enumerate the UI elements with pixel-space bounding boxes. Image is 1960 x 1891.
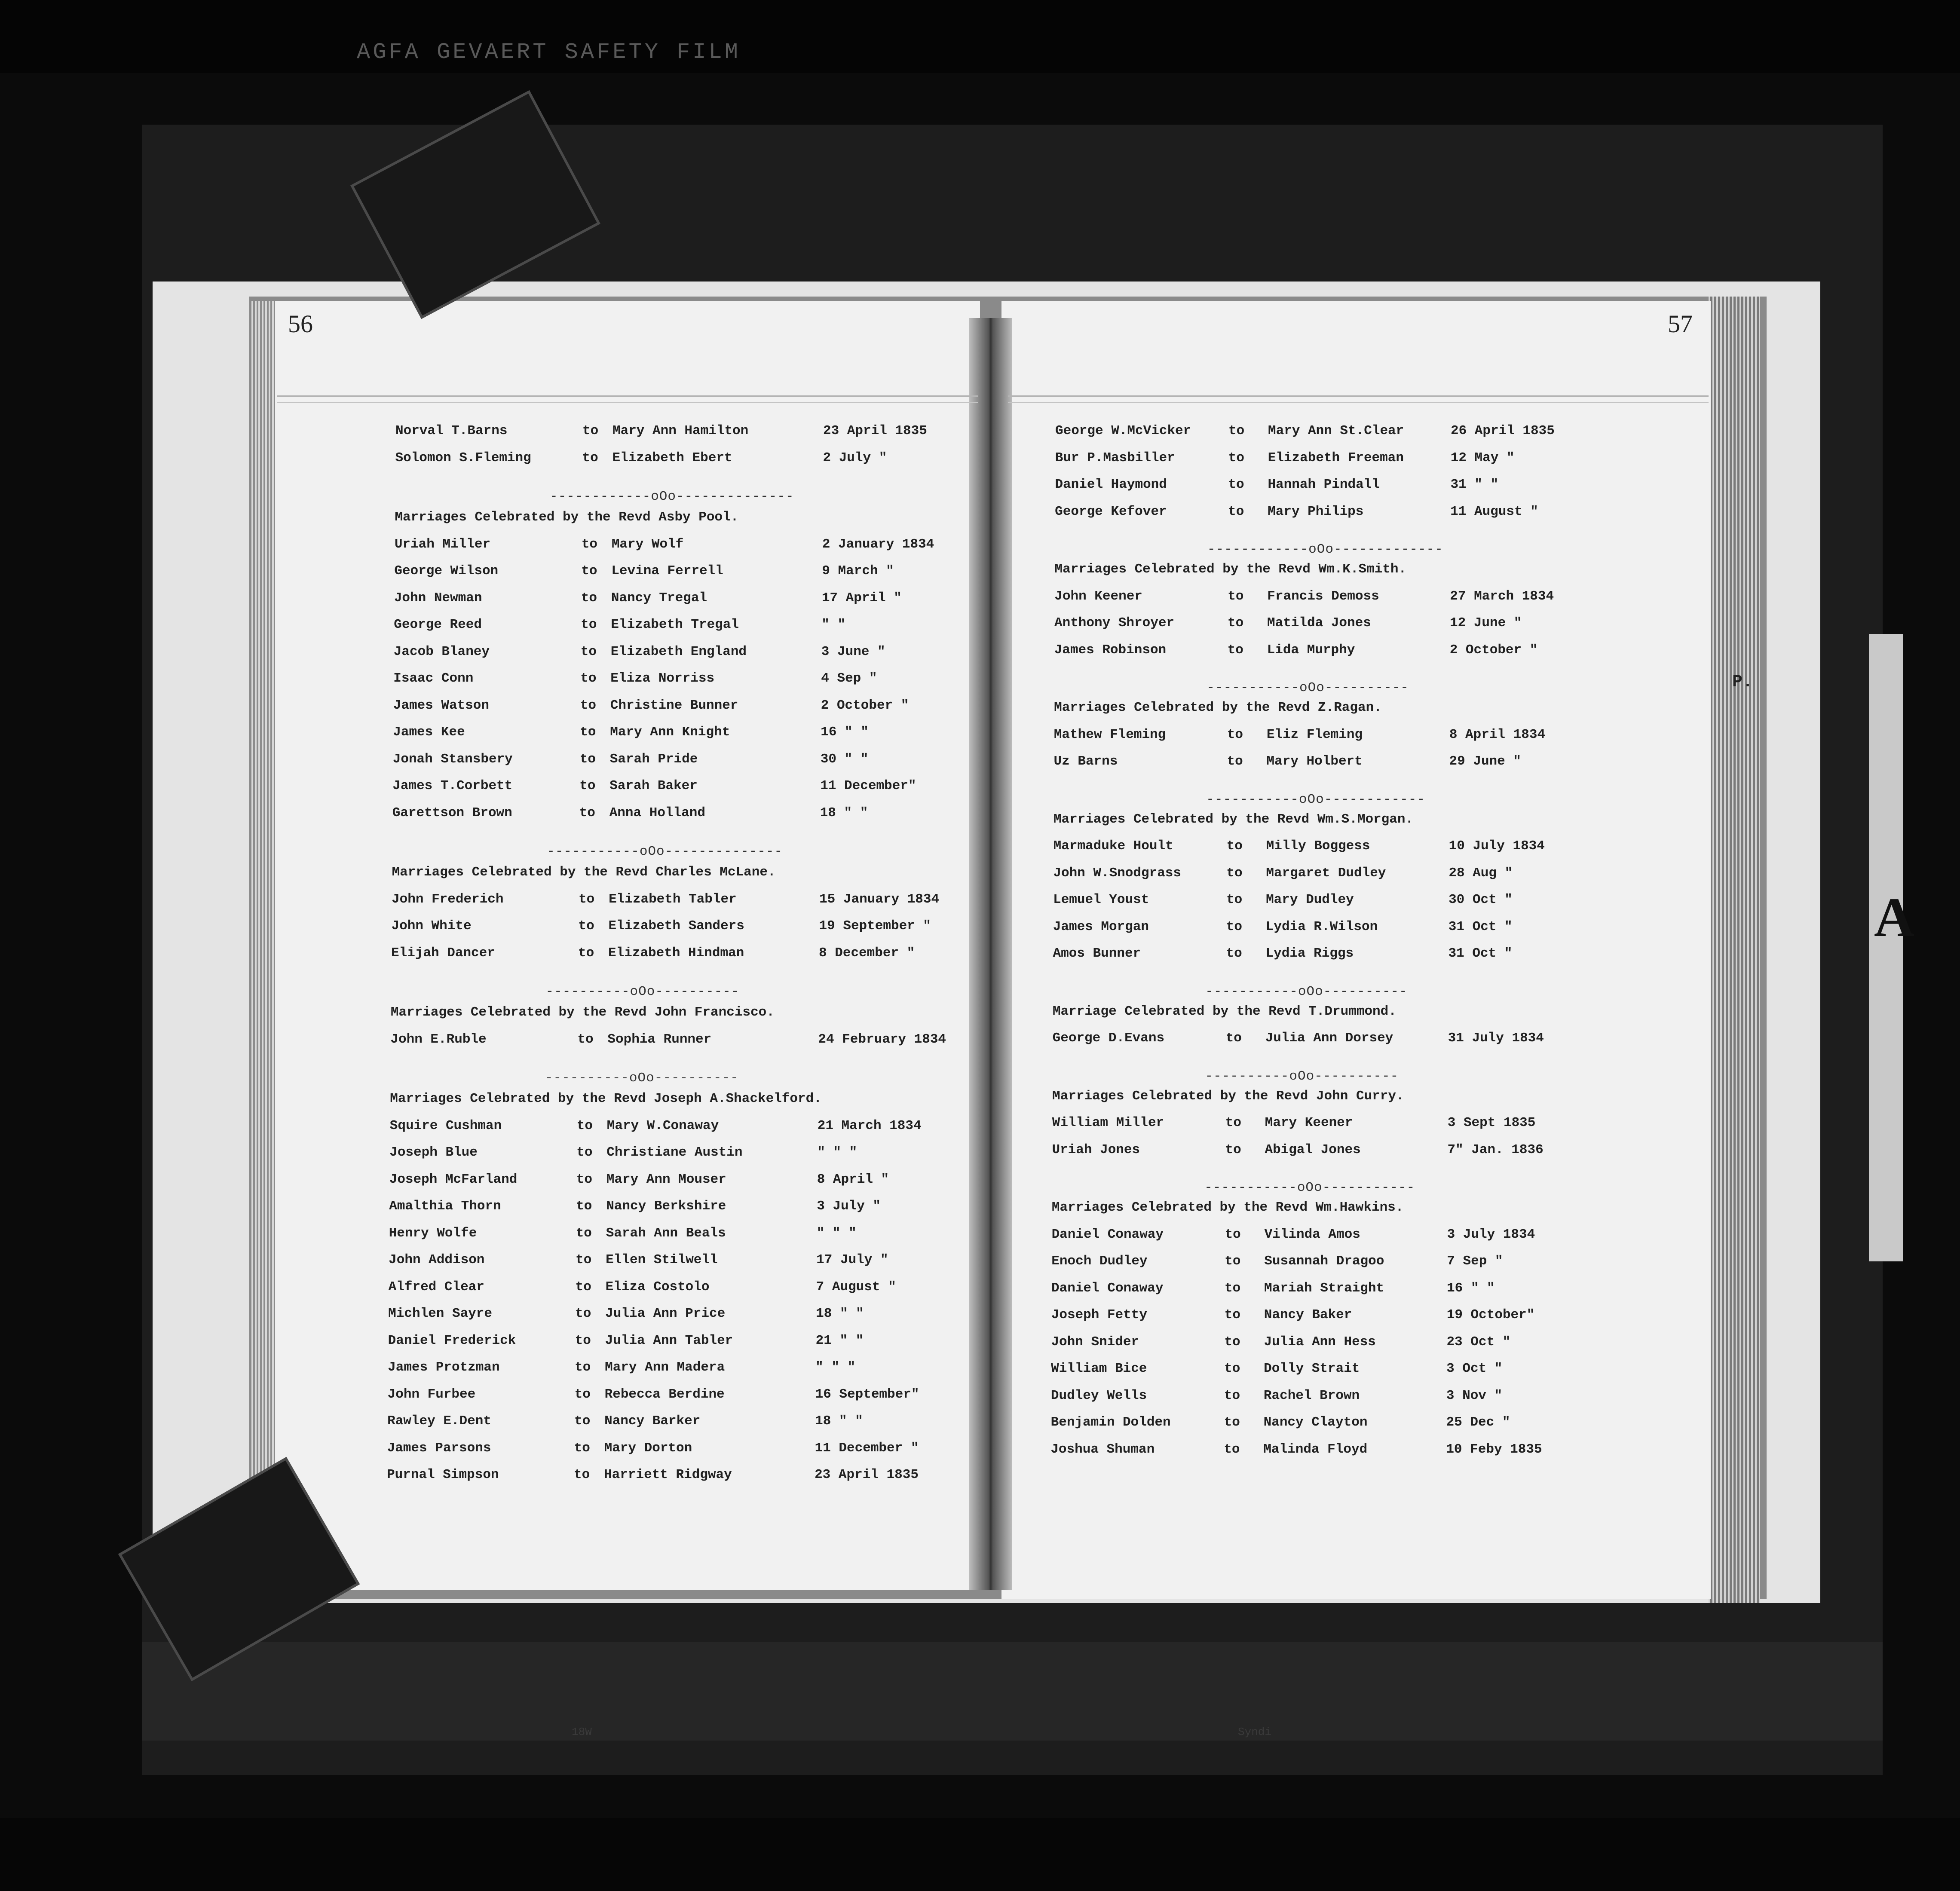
section-separator: ----------oOo----------	[545, 984, 740, 999]
entry-date: 9 March "	[822, 563, 894, 578]
entry-groom: Joseph Fetty	[1051, 1307, 1147, 1322]
entry-bride: Hannah Pindall	[1268, 477, 1380, 492]
right-header-rule	[1008, 395, 1709, 397]
entry-to: to	[1228, 423, 1245, 438]
bottom-mark-2: Syndi	[1238, 1726, 1272, 1738]
entry-bride: Susannah Dragoo	[1264, 1254, 1384, 1269]
entry-date: 12 May "	[1450, 450, 1515, 465]
entry-to: to	[581, 563, 597, 578]
section-separator: -----------oOo-----------	[1204, 1180, 1415, 1195]
entry-date: 7" Jan. 1836	[1447, 1142, 1544, 1157]
entry-to: to	[578, 945, 594, 961]
entry-bride: Elizabeth Freeman	[1268, 450, 1404, 465]
entry-groom: John Furbee	[387, 1386, 476, 1402]
entry-date: 2 October "	[1449, 642, 1538, 658]
entry-to: to	[1228, 504, 1244, 519]
entry-bride: Sophia Runner	[607, 1031, 712, 1047]
entry-bride: Rachel Brown	[1263, 1388, 1360, 1403]
entry-date: 19 October"	[1446, 1307, 1535, 1322]
entry-to: to	[574, 1440, 590, 1456]
entry-date: 24 February 1834	[818, 1031, 946, 1047]
book-right-edge	[1709, 297, 1760, 1603]
entry-groom: Joseph McFarland	[389, 1172, 518, 1187]
entry-date: 8 April 1834	[1449, 727, 1546, 742]
entry-bride: Ellen Stilwell	[606, 1252, 718, 1267]
entry-date: 21 " "	[815, 1333, 864, 1348]
officiant-heading: Marriages Celebrated by the Revd Wm.Hawkins.	[1051, 1200, 1404, 1215]
section-separator: ------------oOo--------------	[549, 489, 794, 504]
entry-groom: John W.Snodgrass	[1053, 865, 1182, 881]
entry-bride: Elizabeth Tabler	[609, 891, 737, 907]
entry-groom: Bur P.Masbiller	[1055, 450, 1175, 465]
entry-groom: Mathew Fleming	[1054, 727, 1166, 742]
entry-to: to	[574, 1414, 591, 1429]
entry-groom: Benjamin Dolden	[1050, 1415, 1171, 1430]
entry-date: 3 Nov "	[1446, 1388, 1503, 1403]
entry-to: to	[1227, 727, 1243, 742]
officiant-heading: Marriages Celebrated by the Revd John Curry.	[1052, 1088, 1404, 1104]
film-bottom-edge	[0, 1818, 1960, 1891]
entry-to: to	[574, 1467, 590, 1482]
entry-bride: Mary Keener	[1265, 1115, 1353, 1130]
entry-date: 17 April "	[821, 590, 902, 606]
entry-groom: John Frederich	[392, 891, 504, 907]
entry-to: to	[575, 1279, 591, 1294]
entry-groom: Daniel Conaway	[1051, 1280, 1164, 1296]
entry-to: to	[1224, 1334, 1240, 1349]
margin-mark: P.	[1732, 673, 1753, 692]
entry-date: 30 " "	[820, 751, 869, 767]
entry-date: 10 July 1834	[1449, 838, 1545, 854]
book-left-edge	[251, 301, 277, 1594]
entry-date: 3 Oct "	[1446, 1361, 1503, 1376]
entry-bride: Mary Philips	[1268, 504, 1364, 519]
entry-date: 11 August "	[1450, 504, 1538, 519]
entry-groom: Dudley Wells	[1050, 1388, 1147, 1403]
entry-groom: George D.Evans	[1052, 1031, 1165, 1046]
entry-bride: Mary Ann St.Clear	[1268, 423, 1404, 438]
entry-bride: Francis Demoss	[1267, 588, 1379, 604]
entry-groom: Daniel Conaway	[1051, 1227, 1164, 1242]
entry-to: to	[1227, 642, 1243, 658]
entry-bride: Matilda Jones	[1267, 615, 1371, 630]
entry-bride: Abigal Jones	[1265, 1142, 1361, 1157]
entry-date: 4 Sep "	[821, 671, 877, 686]
entry-date: 11 December"	[820, 778, 916, 793]
entry-to: to	[1226, 865, 1243, 881]
entry-groom: Alfred Clear	[388, 1279, 484, 1294]
entry-bride: Lida Murphy	[1267, 642, 1355, 658]
entry-date: " " "	[817, 1145, 858, 1160]
entry-to: to	[1226, 892, 1243, 907]
entry-bride: Elizabeth Sanders	[608, 918, 744, 933]
entry-to: to	[581, 590, 597, 606]
entry-groom: Daniel Haymond	[1055, 477, 1167, 492]
entry-date: 26 April 1835	[1451, 423, 1555, 438]
entry-to: to	[1227, 615, 1244, 630]
entry-to: to	[1224, 1361, 1240, 1376]
entry-bride: Mary Ann Hamilton	[612, 423, 749, 438]
entry-date: 25 Dec "	[1446, 1415, 1510, 1430]
entry-date: 31 July 1834	[1448, 1031, 1544, 1046]
section-separator: -----------oOo----------	[1205, 984, 1408, 999]
entry-groom: Amos Bunner	[1053, 946, 1141, 961]
entry-to: to	[576, 1172, 592, 1187]
entry-date: 18 " "	[815, 1414, 863, 1429]
entry-groom: Amalthia Thorn	[389, 1199, 501, 1214]
entry-bride: Levina Ferrell	[611, 563, 723, 578]
entry-bride: Nancy Baker	[1264, 1307, 1352, 1322]
entry-to: to	[579, 891, 595, 907]
entry-bride: Rebecca Berdine	[604, 1386, 725, 1402]
entry-groom: Joshua Shuman	[1050, 1441, 1155, 1457]
entry-bride: Mary Ann Mouser	[606, 1172, 726, 1187]
entry-groom: James Kee	[393, 725, 465, 740]
entry-bride: Elizabeth Tregal	[611, 617, 739, 632]
entry-date: 27 March 1834	[1450, 588, 1554, 604]
entry-groom: John Newman	[394, 590, 482, 606]
entry-date: 31 " "	[1450, 477, 1499, 492]
section-separator: ------------oOo-------------	[1207, 542, 1443, 557]
entry-bride: Julia Ann Price	[605, 1306, 726, 1321]
entry-to: to	[574, 1386, 591, 1402]
entry-to: to	[576, 1118, 593, 1133]
entry-bride: Margaret Dudley	[1266, 865, 1386, 881]
entry-bride: Nancy Barker	[604, 1414, 701, 1429]
entry-to: to	[579, 805, 595, 820]
entry-to: to	[579, 778, 596, 793]
entry-to: to	[575, 1360, 591, 1375]
entry-to: to	[582, 450, 598, 465]
entry-bride: Mary Ann Knight	[610, 725, 730, 740]
entry-to: to	[1226, 946, 1242, 961]
section-separator: -----------oOo--------------	[547, 844, 783, 859]
entry-bride: Christine Bunner	[610, 698, 738, 713]
entry-to: to	[1228, 450, 1244, 465]
entry-bride: Milly Boggess	[1266, 838, 1370, 854]
entry-bride: Sarah Baker	[609, 778, 698, 793]
entry-bride: Dolly Strait	[1264, 1361, 1360, 1376]
entry-bride: Mary Wolf	[611, 536, 684, 552]
entry-groom: Elijah Dancer	[391, 945, 495, 961]
entry-bride: Mariah Straight	[1264, 1280, 1384, 1296]
entry-bride: Harriett Ridgway	[604, 1467, 732, 1482]
entry-bride: Mary Ann Madera	[605, 1360, 725, 1375]
entry-date: 17 July "	[816, 1252, 888, 1267]
entry-groom: Anthony Shroyer	[1054, 615, 1175, 630]
officiant-heading: Marriages Celebrated by the Revd John Francisco.	[390, 1005, 775, 1020]
entry-to: to	[579, 751, 596, 767]
entry-bride: Elizabeth Hindman	[608, 945, 744, 961]
entry-groom: Marmaduke Hoult	[1053, 838, 1173, 854]
entry-bride: Julia Ann Dorsey	[1265, 1031, 1393, 1046]
right-header-rule-2	[1008, 402, 1709, 403]
entry-groom: Jacob Blaney	[393, 644, 490, 659]
entry-to: to	[1224, 1307, 1240, 1322]
entry-date: 31 Oct "	[1448, 946, 1513, 961]
entry-date: 2 July "	[823, 450, 887, 465]
entry-to: to	[1225, 1227, 1241, 1242]
entry-date: 2 October "	[821, 698, 909, 713]
officiant-heading: Marriages Celebrated by the Revd Joseph A.Shackelford.	[390, 1091, 822, 1106]
entry-to: to	[1225, 1142, 1241, 1157]
entry-groom: George Reed	[394, 617, 482, 632]
entry-to: to	[576, 1252, 592, 1267]
entry-to: to	[578, 918, 594, 933]
entry-to: to	[582, 423, 599, 438]
entry-bride: Sarah Pride	[609, 751, 698, 767]
entry-bride: Elizabeth England	[610, 644, 747, 659]
entry-groom: Purnal Simpson	[387, 1467, 499, 1482]
entry-groom: James T.Corbett	[392, 778, 513, 793]
entry-bride: Lydia Riggs	[1265, 946, 1354, 961]
film-strip	[0, 0, 1960, 73]
entry-to: to	[1225, 1031, 1242, 1046]
officiant-heading: Marriages Celebrated by the Revd Z.Ragan.	[1054, 700, 1382, 715]
entry-groom: Norval T.Barns	[395, 423, 508, 438]
right-page-number: 57	[1668, 310, 1693, 338]
entry-date: 3 July 1834	[1447, 1227, 1535, 1242]
entry-date: 21 March 1834	[817, 1118, 922, 1133]
entry-groom: George Kefover	[1055, 504, 1167, 519]
entry-to: to	[1226, 919, 1243, 934]
entry-bride: Elizabeth Ebert	[612, 450, 732, 465]
entry-groom: James Parsons	[387, 1440, 491, 1456]
entry-groom: Rawley E.Dent	[387, 1414, 491, 1429]
entry-groom: Uz Barns	[1054, 754, 1118, 769]
entry-bride: Anna Holland	[609, 805, 705, 820]
entry-date: " " "	[816, 1225, 857, 1241]
entry-groom: John Addison	[389, 1252, 485, 1267]
entry-to: to	[1224, 1415, 1240, 1430]
entry-to: to	[575, 1306, 591, 1321]
entry-bride: Nancy Berkshire	[606, 1199, 726, 1214]
entry-bride: Lydia R.Wilson	[1265, 919, 1378, 934]
entry-date: 16 " "	[1447, 1280, 1495, 1296]
entry-groom: James Protzman	[388, 1360, 500, 1375]
entry-groom: John Keener	[1054, 588, 1142, 604]
entry-groom: Isaac Conn	[393, 671, 474, 686]
entry-groom: George Wilson	[394, 563, 499, 578]
entry-to: to	[1227, 754, 1243, 769]
entry-date: 23 April 1835	[815, 1467, 919, 1482]
entry-date: 23 Oct "	[1446, 1334, 1511, 1349]
entry-to: to	[1226, 838, 1243, 854]
left-page-number: 56	[288, 310, 313, 338]
book-gutter	[969, 318, 1012, 1590]
bottom-mark-1: 18W	[572, 1726, 592, 1738]
entry-groom: John Snider	[1051, 1334, 1139, 1349]
entry-to: to	[1224, 1441, 1240, 1457]
entry-to: to	[580, 671, 597, 686]
entry-bride: Julia Ann Tabler	[605, 1333, 733, 1348]
entry-to: to	[581, 536, 598, 552]
officiant-heading: Marriages Celebrated by the Revd Charles McLane.	[392, 865, 776, 880]
entry-to: to	[580, 725, 596, 740]
entry-date: 12 June "	[1449, 615, 1522, 630]
entry-to: to	[580, 644, 597, 659]
entry-bride: Mary Dorton	[604, 1440, 692, 1456]
entry-groom: John E.Ruble	[390, 1031, 487, 1047]
entry-date: 3 June "	[821, 644, 885, 659]
entry-groom: William Miller	[1052, 1115, 1164, 1130]
film-edge-label: AGFA GEVAERT SAFETY FILM	[357, 40, 741, 65]
entry-groom: Henry Wolfe	[389, 1225, 477, 1241]
entry-date: 2 January 1834	[822, 536, 934, 552]
entry-date: 11 December "	[815, 1440, 919, 1456]
entry-bride: Nancy Clayton	[1263, 1415, 1368, 1430]
left-header-rule-2	[277, 402, 978, 403]
entry-bride: Eliza Costolo	[605, 1279, 710, 1294]
entry-date: 23 April 1835	[823, 423, 927, 438]
entry-groom: James Watson	[393, 698, 489, 713]
entry-groom: Jonah Stansbery	[392, 751, 513, 767]
entry-to: to	[576, 1199, 592, 1214]
entry-groom: John White	[391, 918, 472, 933]
entry-groom: George W.McVicker	[1055, 423, 1191, 438]
index-tab-letter: A	[1874, 887, 1914, 949]
entry-bride: Mary Dudley	[1266, 892, 1354, 907]
entry-to: to	[580, 698, 596, 713]
entry-date: 18 " "	[816, 1306, 864, 1321]
entry-groom: Solomon S.Fleming	[395, 450, 531, 465]
backdrop-band	[142, 1642, 1883, 1741]
entry-groom: Joseph Blue	[389, 1145, 478, 1160]
entry-to: to	[575, 1333, 591, 1348]
entry-to: to	[1225, 1254, 1241, 1269]
officiant-heading: Marriages Celebrated by the Revd Wm.K.Smith.	[1054, 562, 1407, 577]
entry-date: 29 June "	[1449, 754, 1521, 769]
entry-bride: Julia Ann Hess	[1264, 1334, 1376, 1349]
entry-date: 30 Oct "	[1449, 892, 1513, 907]
entry-date: 8 April "	[817, 1172, 889, 1187]
entry-to: to	[576, 1225, 592, 1241]
entry-groom: Daniel Frederick	[388, 1333, 516, 1348]
entry-bride: Christiane Austin	[606, 1145, 743, 1160]
entry-bride: Vilinda Amos	[1264, 1227, 1360, 1242]
left-header-rule	[277, 395, 978, 397]
section-separator: ----------oOo----------	[545, 1071, 739, 1086]
entry-date: " " "	[815, 1360, 856, 1375]
entry-to: to	[581, 617, 597, 632]
entry-groom: Uriah Jones	[1052, 1142, 1140, 1157]
officiant-heading: Marriage Celebrated by the Revd T.Drummond.	[1052, 1004, 1396, 1019]
entry-bride: Eliza Norriss	[610, 671, 715, 686]
entry-bride: Nancy Tregal	[611, 590, 707, 606]
entry-date: 28 Aug "	[1449, 865, 1513, 881]
entry-date: 16 September"	[815, 1386, 919, 1402]
entry-date: 8 December "	[819, 945, 915, 961]
entry-date: 7 August "	[816, 1279, 896, 1294]
entry-groom: Michlen Sayre	[388, 1306, 492, 1321]
entry-groom: James Robinson	[1054, 642, 1167, 658]
entry-groom: Lemuel Youst	[1053, 892, 1149, 907]
entry-date: 3 July "	[817, 1199, 881, 1214]
officiant-heading: Marriages Celebrated by the Revd Asby Pool.	[395, 510, 739, 525]
entry-to: to	[1228, 588, 1244, 604]
entry-groom: James Morgan	[1053, 919, 1149, 934]
section-separator: -----------oOo------------	[1206, 792, 1425, 807]
entry-groom: William Bice	[1051, 1361, 1147, 1376]
entry-to: to	[1224, 1388, 1240, 1403]
entry-bride: Eliz Fleming	[1266, 727, 1363, 742]
entry-date: " "	[821, 617, 846, 632]
officiant-heading: Marriages Celebrated by the Revd Wm.S.Morgan.	[1053, 811, 1414, 827]
entry-date: 15 January 1834	[819, 891, 940, 907]
entry-bride: Mary W.Conaway	[606, 1118, 719, 1133]
entry-groom: Squire Cushman	[389, 1118, 502, 1133]
entry-to: to	[1228, 477, 1244, 492]
entry-bride: Mary Holbert	[1266, 754, 1363, 769]
entry-date: 18 " "	[820, 805, 868, 820]
entry-to: to	[1225, 1115, 1241, 1130]
entry-date: 3 Sept 1835	[1447, 1115, 1536, 1130]
entry-bride: Sarah Ann Beals	[606, 1225, 726, 1241]
entry-groom: Enoch Dudley	[1051, 1254, 1148, 1269]
entry-to: to	[577, 1031, 594, 1047]
entry-date: 10 Feby 1835	[1446, 1441, 1542, 1457]
entry-groom: Uriah Miller	[394, 536, 491, 552]
section-separator: ----------oOo----------	[1205, 1068, 1399, 1084]
entry-bride: Malinda Floyd	[1263, 1441, 1368, 1457]
entry-to: to	[1225, 1280, 1241, 1296]
entry-date: 19 September "	[819, 918, 931, 933]
entry-date: 31 Oct "	[1448, 919, 1513, 934]
entry-date: 16 " "	[821, 725, 869, 740]
entry-groom: Garettson Brown	[392, 805, 512, 820]
entry-date: 7 Sep "	[1447, 1254, 1503, 1269]
section-separator: -----------oOo----------	[1207, 680, 1409, 695]
entry-to: to	[576, 1145, 593, 1160]
